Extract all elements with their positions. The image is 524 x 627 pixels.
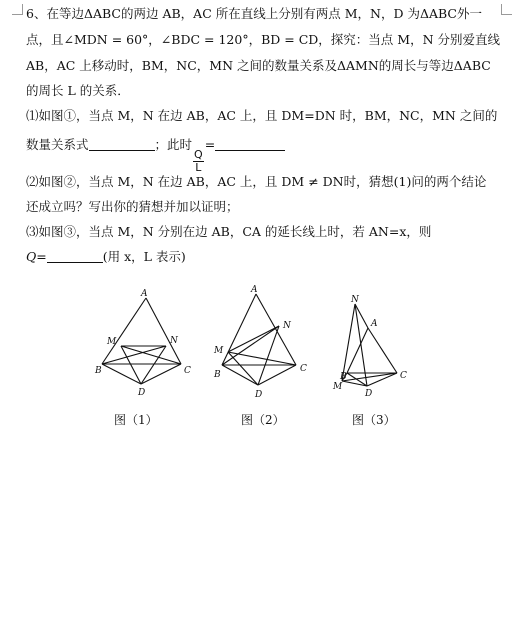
fig1-label-n: N — [170, 336, 178, 346]
figure-3-caption: 图（3） — [352, 413, 396, 427]
fig3-label-m: M — [333, 382, 343, 392]
question-1-line-1: ⑴如图①，当点 M，N 在边 AB，AC 上，且 DM=DN 时，BM，NC，MN 之间的 — [26, 108, 498, 123]
q1-prefix: 数量关系式 — [26, 137, 89, 152]
fig3-label-n: N — [351, 295, 359, 305]
fig2-label-b: B — [214, 370, 221, 380]
fig3-label-d: D — [365, 389, 373, 399]
figure-2-caption: 图（2） — [241, 413, 285, 427]
problem-line-3: AB，AC 上移动时，BM，NC，MN 之间的数量关系及ΔAMN的周长与等边ΔABC — [26, 58, 491, 73]
fig2-label-c: C — [300, 364, 307, 374]
problem-line-4: 的周长 L 的关系． — [26, 83, 130, 98]
question-2-line-1: ⑵如图②，当点 M，N 在边 AB，AC 上，且 DM ≠ DN时，猜想(1)问的两个结论 — [26, 174, 487, 189]
q1-equals: = — [204, 137, 216, 152]
figure-1-caption: 图（1） — [114, 413, 158, 427]
problem-line-1: 6、在等边ΔABC的两边 AB，AC 所在直线上分别有两点 M，N，D 为ΔABC外一 — [26, 6, 482, 21]
fig2-label-m: M — [214, 346, 224, 356]
fig3-label-c: C — [400, 371, 407, 381]
fig2-label-a: A — [251, 285, 258, 295]
fig3-label-a: A — [371, 319, 378, 329]
fig1-label-d: D — [138, 388, 146, 398]
fig2-label-d: D — [255, 390, 263, 400]
q3-suffix: (用 x，L 表示) — [102, 249, 186, 264]
fig1-label-b: B — [95, 366, 102, 376]
fraction-numerator: Q — [194, 148, 203, 161]
q1-mid: ；此时 — [154, 137, 193, 152]
figure-2-diagram — [222, 294, 296, 385]
figure-3-diagram — [342, 304, 397, 386]
fig2-label-n: N — [283, 321, 291, 331]
fig1-label-m: M — [107, 337, 117, 347]
fig1-label-a: A — [141, 289, 148, 299]
fig1-label-c: C — [184, 366, 191, 376]
fig3-label-b: B — [340, 372, 347, 382]
question-2-line-2: 还成立吗？写出你的猜想并加以证明； — [26, 199, 239, 214]
question-3-line-1: ⑶如图③，当点 M，N 分别在边 AB，CA 的延长线上时，若 AN=x，则 — [26, 224, 432, 239]
problem-line-2: 点，且∠MDN = 60°，∠BDC = 120°，BD = CD，探究：当点 M，N 分别爱直线 — [26, 32, 500, 47]
fraction-denominator: L — [195, 161, 202, 174]
q3-prefix: Q= — [26, 249, 47, 264]
